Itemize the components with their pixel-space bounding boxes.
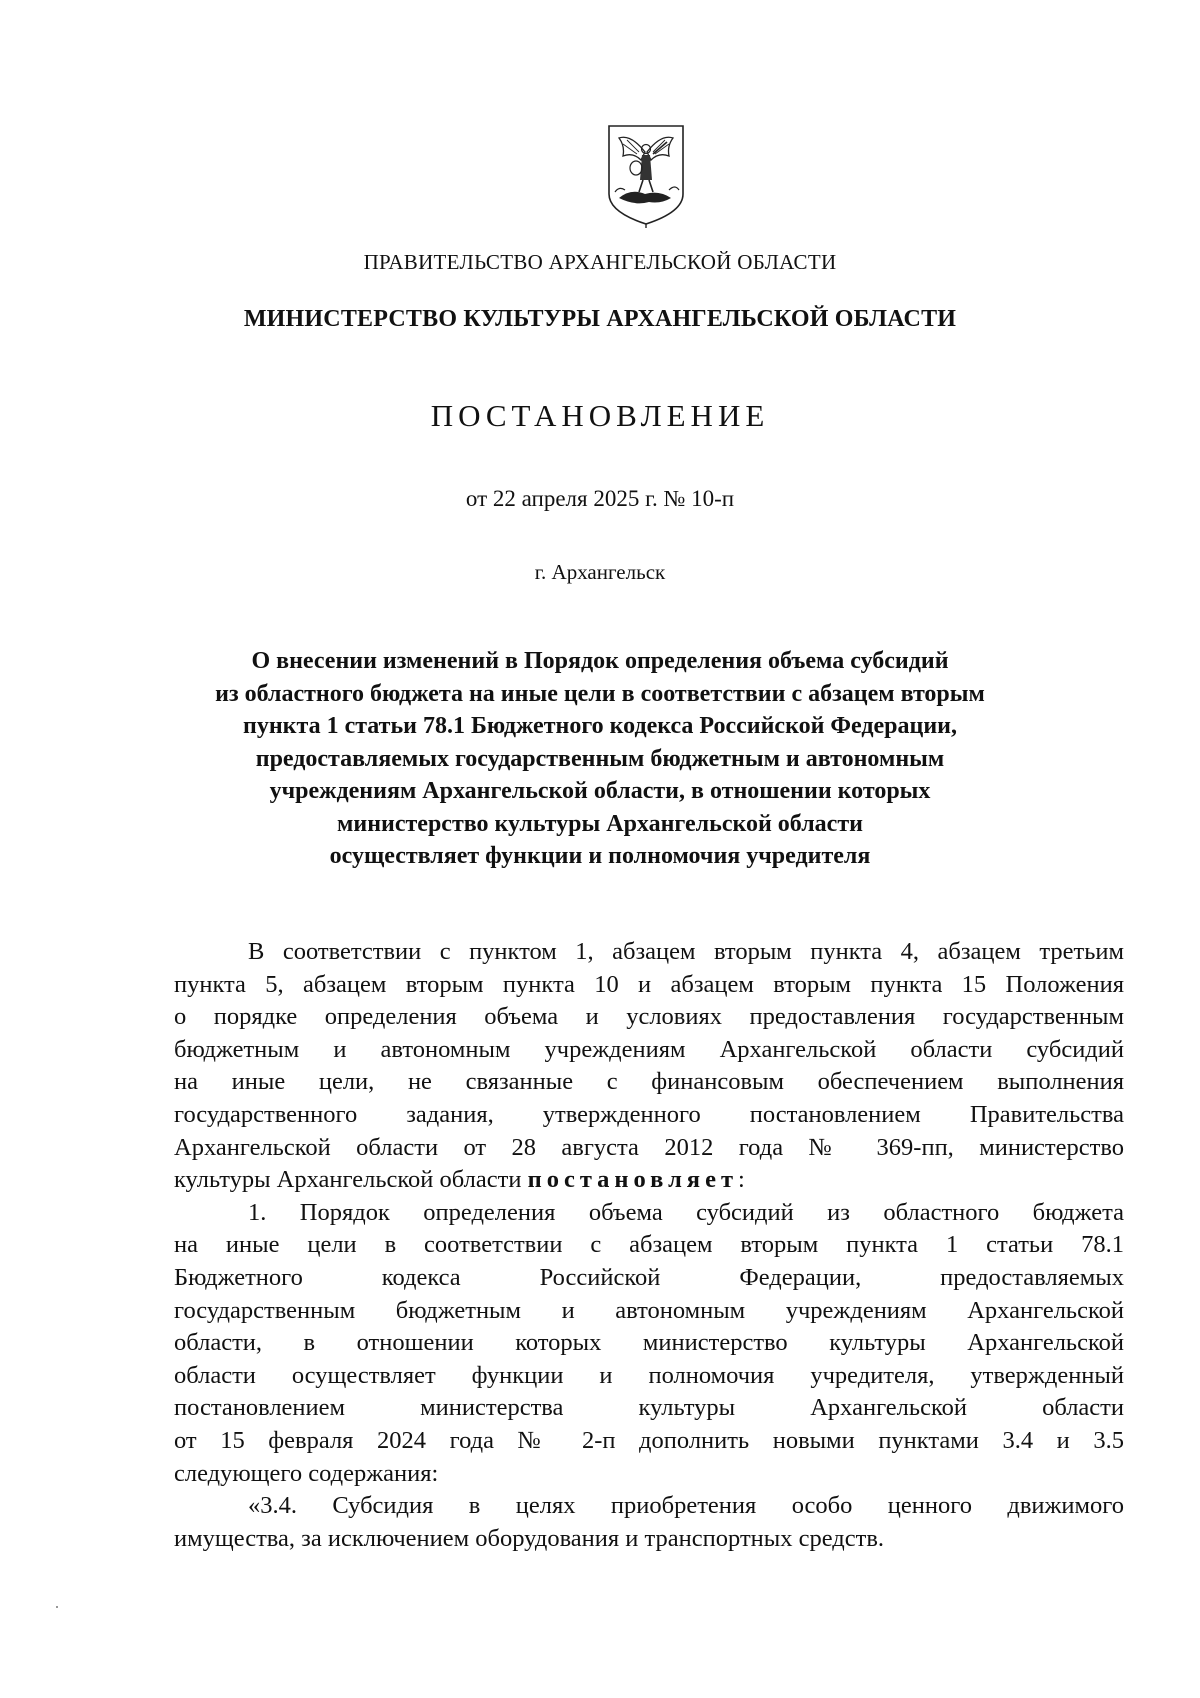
title-line: осуществляет функции и полномочия учредителя <box>329 843 871 869</box>
body-line: на иные цели, не связанные с финансовым обеспечением выполнения <box>174 1068 1124 1096</box>
body-line: следующего содержания: <box>174 1459 439 1487</box>
body-line: 1. Порядок определения объема субсидий из областного бюджета <box>248 1198 1124 1226</box>
government-name: ПРАВИТЕЛЬСТВО АРХАНГЕЛЬСКОЙ ОБЛАСТИ <box>363 250 837 274</box>
body-line: государственным бюджетным и автономным учреждениям Архангельской <box>174 1296 1124 1324</box>
body-line: Архангельской области от 28 августа 2012 года № 369-пп, министерство <box>174 1133 1124 1161</box>
body-line: «3.4. Субсидия в целях приобретения особо ценного движимого <box>248 1492 1124 1520</box>
body-line: Бюджетного кодекса Российской Федерации, предоставляемых <box>174 1263 1124 1291</box>
body-line: бюджетным и автономным учреждениям Архангельской области субсидий <box>174 1035 1124 1063</box>
document-type: ПОСТАНОВЛЕНИЕ <box>430 398 770 433</box>
archangel-coat-of-arms-icon <box>605 122 687 228</box>
scan-speck <box>56 1606 58 1608</box>
preamble-colon: : <box>737 1166 745 1194</box>
ministry-name: МИНИСТЕРСТВО КУЛЬТУРЫ АРХАНГЕЛЬСКОЙ ОБЛАСТИ <box>243 306 957 332</box>
body-line: В соответствии с пунктом 1, абзацем вторым пункта 4, абзацем третьим <box>248 938 1124 965</box>
preamble-paragraph <box>174 936 1124 1197</box>
resolves-keyword: постановляет <box>527 1166 738 1194</box>
title-line: О внесении изменений в Порядок определения объема субсидий <box>251 648 949 674</box>
title-line: пункта 1 статьи 78.1 Бюджетного кодекса Российской Федерации, <box>243 713 957 739</box>
document-date-number: от 22 апреля 2025 г. № 10-п <box>465 486 735 511</box>
body-line <box>174 1164 1124 1197</box>
document-body <box>174 936 1124 1555</box>
body-line: государственного задания, утвержденного постановлением Правительства <box>174 1100 1124 1128</box>
document-city: г. Архангельск <box>534 560 666 584</box>
body-line: пункта 5, абзацем вторым пункта 10 и абзацем вторым пункта 15 Положения <box>174 970 1124 998</box>
title-line: министерство культуры Архангельской области <box>337 810 863 837</box>
title-line: из областного бюджета на иные цели в соответствии с абзацем вторым <box>215 680 985 707</box>
body-line: от 15 февраля 2024 года № 2-п дополнить новыми пунктами 3.4 и 3.5 <box>174 1426 1124 1454</box>
item-1-paragraph <box>174 1197 1124 1490</box>
body-line: имущества, за исключением оборудования и транспортных средств. <box>174 1524 885 1552</box>
title-line: предоставляемых государственным бюджетным и автономным <box>255 745 945 772</box>
document-title <box>160 645 1040 873</box>
body-line: о порядке определения объема и условиях предоставления государственным <box>174 1003 1124 1031</box>
body-line: области осуществляет функции и полномочия учредителя, утвержденный <box>174 1361 1124 1389</box>
body-line: постановлением министерства культуры Архангельской области <box>174 1394 1124 1422</box>
body-line: на иные цели в соответствии с абзацем вторым пункта 1 статьи 78.1 <box>174 1231 1124 1259</box>
title-line: учреждениям Архангельской области, в отношении которых <box>269 778 931 804</box>
body-line: области, в отношении которых министерство культуры Архангельской <box>174 1329 1124 1357</box>
item-3-4-paragraph <box>174 1490 1124 1555</box>
preamble-last-text: культуры Архангельской области <box>174 1166 528 1194</box>
